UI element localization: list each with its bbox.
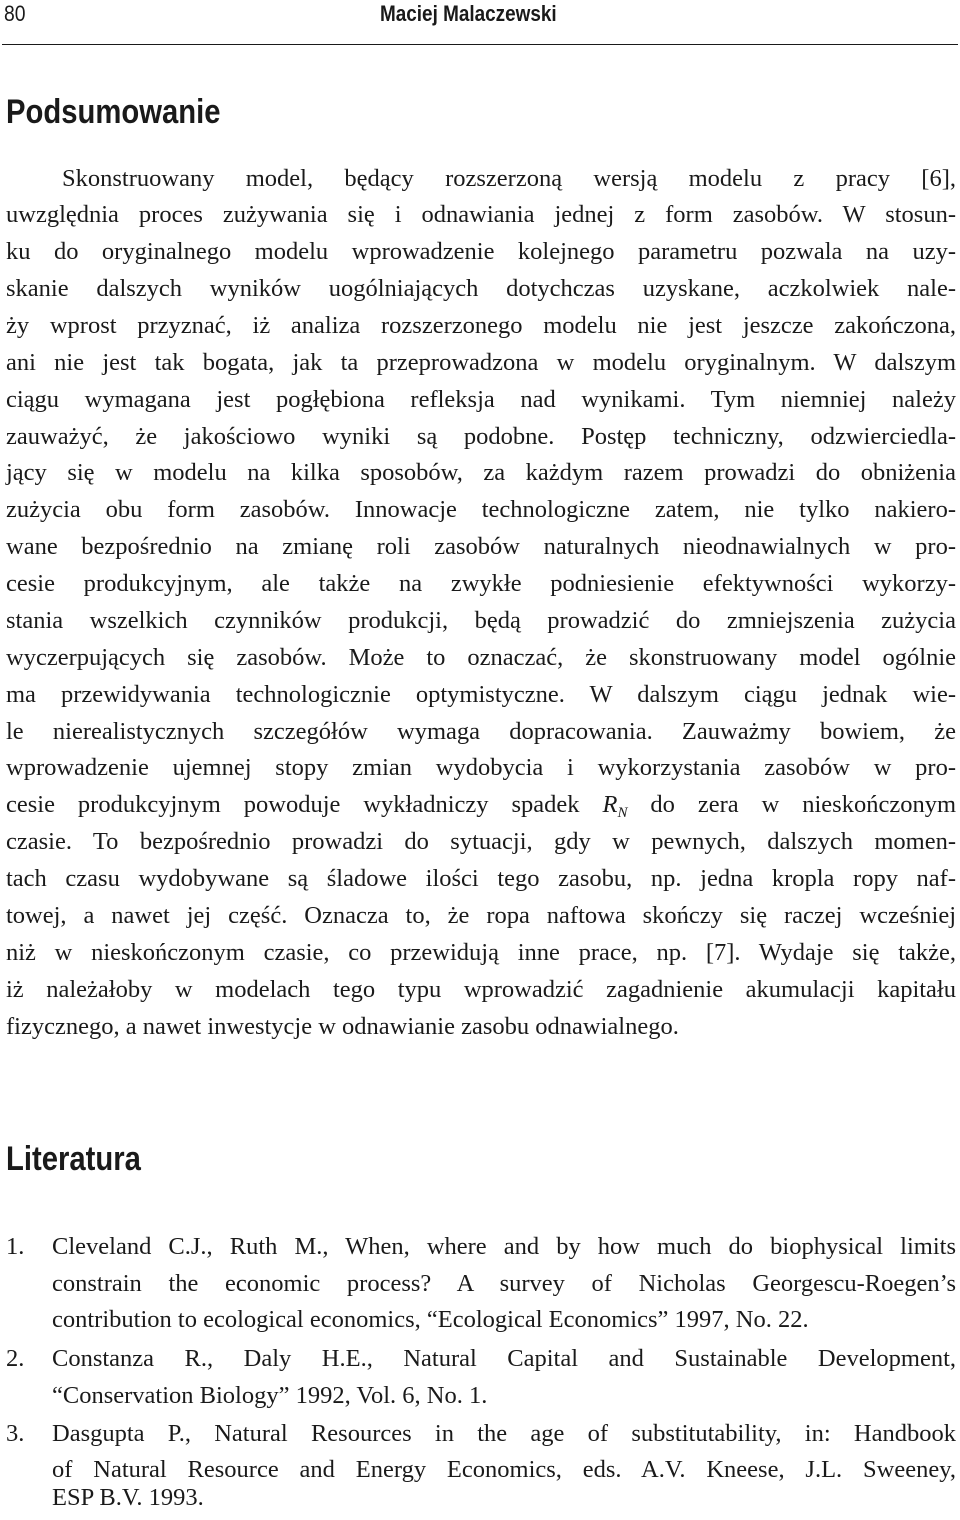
paragraph-line: Skonstruowany model, będący rozszerzoną wersją modelu z pracy [6],: [62, 165, 956, 192]
paragraph-line: niż w nieskończonym czasie, co przewidują inne prace, np. [7]. Wydaje się także,: [6, 939, 956, 966]
paragraph-line: ani nie jest tak bogata, jak ta przeprowadzona w modelu oryginalnym. W dalszym: [6, 349, 956, 376]
reference-number: 3.: [6, 1420, 25, 1447]
paragraph-line: ku do oryginalnego modelu wprowadzenie kolejnego parametru pozwala na uzy-: [6, 238, 956, 265]
paragraph-line: skanie dalszych wyników uogólniających dotychczas uzyskane, aczkolwiek nale-: [6, 275, 956, 302]
header-rule: [2, 44, 958, 45]
paragraph-line: czasie. To bezpośrednio prowadzi do sytuacji, gdy w pewnych, dalszych momen-: [6, 828, 956, 855]
paragraph-line: uwzględnia proces zużywania się i odnawiania jednej z form zasobów. W stosun-: [6, 201, 956, 228]
paragraph-line: cesie produkcyjnym, ale także na zwykłe podniesienie efektywności wykorzy-: [6, 570, 956, 597]
paragraph-line: zużycia obu form zasobów. Innowacje technologiczne zatem, nie tylko nakiero-: [6, 496, 956, 523]
reference-line: constrain the economic process? A survey of Nicholas Georgescu-Roegen’s: [52, 1270, 956, 1297]
reference-line: Cleveland C.J., Ruth M., When, where and by how much do biophysical limits: [52, 1233, 956, 1260]
reference-line: Constanza R., Daly H.E., Natural Capital and Sustainable Development,: [52, 1345, 956, 1372]
reference-line: of Natural Resource and Energy Economics, eds. A.V. Kneese, J.L. Sweeney,: [52, 1456, 956, 1483]
math-subscript: N: [617, 805, 628, 821]
page-number: 80: [4, 1, 26, 26]
paragraph-line: zauważyć, że jakościowo wyniki są podobne. Postęp techniczny, odzwierciedla-: [6, 423, 956, 450]
paragraph-line: iż należałoby w modelach tego typu wprowadzić zagadnienie akumulacji kapitału: [6, 976, 956, 1003]
math-symbol: R: [602, 791, 618, 818]
formula-line-text: do zera w nieskończonym: [650, 791, 957, 818]
paragraph-line: le nierealistycznych szczegółów wymaga dopracowania. Zauważmy bowiem, że: [6, 718, 956, 745]
paragraph-line: ma przewidywania technologicznie optymistyczne. W dalszym ciągu jednak wie-: [6, 681, 956, 708]
paragraph-line: stania wszelkich czynników produkcji, będą prowadzić do zmniejszenia zużycia: [6, 607, 956, 634]
reference-number: 1.: [6, 1233, 25, 1260]
formula-line-text: cesie produkcyjnym powoduje wykładniczy spadek: [6, 791, 580, 818]
running-header: [0, 0, 960, 32]
paragraph-line: wyczerpujących się zasobów. Może to oznaczać, że skonstruowany model ogólnie: [6, 644, 956, 671]
running-head-author: Maciej Malaczewski: [380, 1, 557, 26]
reference-line: Dasgupta P., Natural Resources in the age of substitutability, in: Handbook: [52, 1420, 956, 1447]
reference-number: 2.: [6, 1345, 25, 1372]
paragraph-line: fizycznego, a nawet inwestycje w odnawianie zasobu odnawialnego.: [6, 1013, 679, 1040]
paragraph-line: wprowadzenie ujemnej stopy zmian wydobycia i wykorzystania zasobów w pro-: [6, 754, 956, 781]
paragraph-line: ży wprost przyznać, iż analiza rozszerzonego modelu nie jest jeszcze zakończona,: [6, 312, 956, 339]
reference-line: contribution to ecological economics, “Ecological Economics” 1997, No. 22.: [52, 1306, 809, 1333]
reference-line: “Conservation Biology” 1992, Vol. 6, No. 1.: [52, 1382, 488, 1409]
paragraph-line: tach czasu wydobywane są śladowe ilości tego zasobu, np. jedna kropla ropy naf-: [6, 865, 956, 892]
section-heading-references: Literatura: [6, 1140, 141, 1178]
paragraph-line-with-formula: [6, 786, 956, 823]
math-symbol-rn: [602, 791, 628, 821]
section-heading-summary: Podsumowanie: [6, 93, 221, 131]
paragraph-line: wane bezpośrednio na zmianę roli zasobów naturalnych nieodnawialnych w pro-: [6, 533, 956, 560]
paragraph-line: ciągu wymagana jest pogłębiona refleksja nad wynikami. Tym niemniej należy: [6, 386, 956, 413]
paragraph-line: towej, a nawet jej część. Oznacza to, że ropa naftowa skończy się raczej wcześniej: [6, 902, 956, 929]
paragraph-line: jący się w modelu na kilka sposobów, za każdym razem prowadzi do obniżenia: [6, 459, 956, 486]
reference-line: ESP B.V. 1993.: [52, 1484, 204, 1511]
